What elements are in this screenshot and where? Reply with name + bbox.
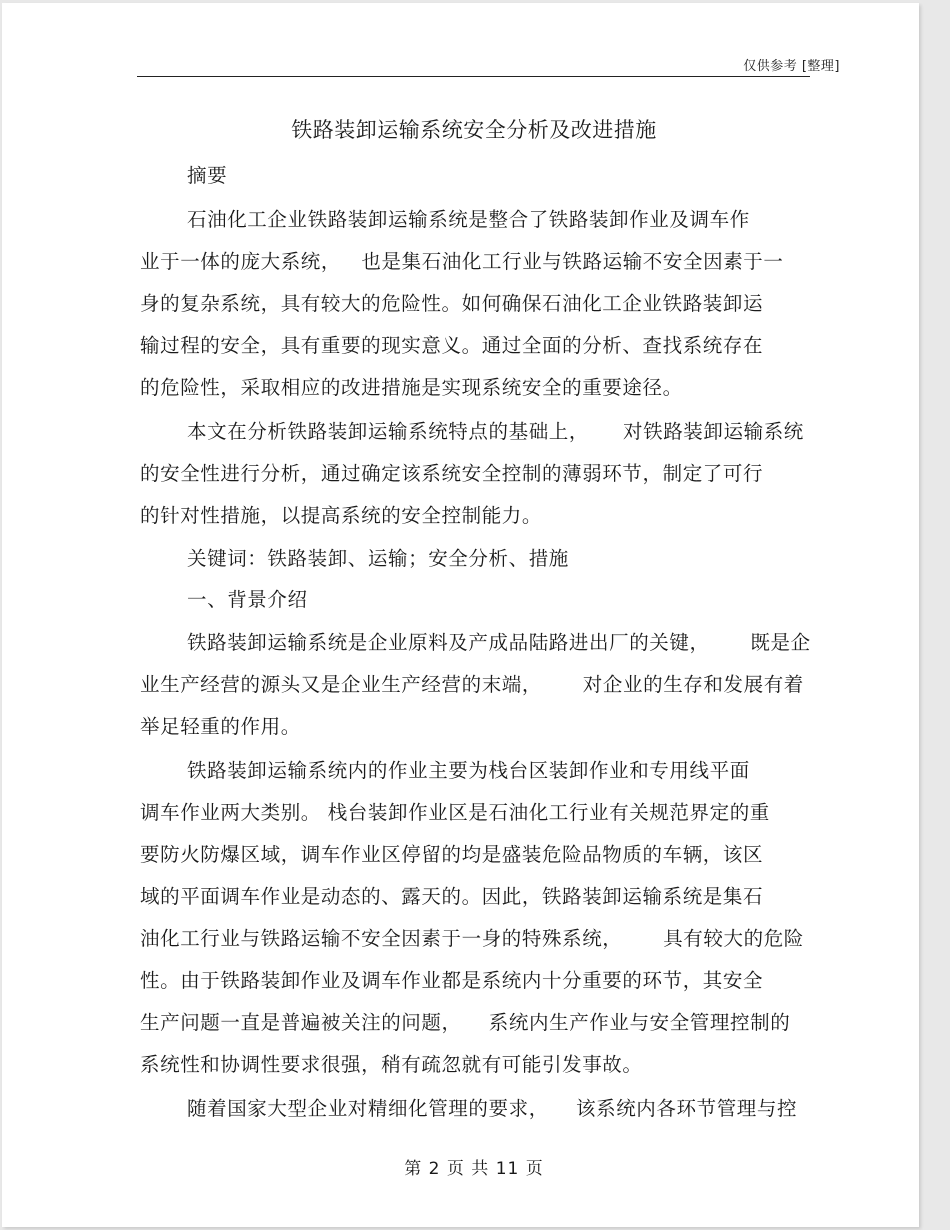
header-divider	[137, 76, 810, 77]
paragraph-line: 要防火防爆区域，调车作业区停留的均是盛装危险品物质的车辆，该区	[140, 843, 764, 866]
document-page	[2, 3, 919, 1227]
document-title: 铁路装卸运输系统安全分析及改进措施	[291, 118, 657, 142]
paragraph-line: 业于一体的庞大系统， 也是集石油化工行业与铁路运输不安全因素于一	[140, 250, 784, 273]
paragraph-line: 系统性和协调性要求很强，稍有疏忽就有可能引发事故。	[140, 1053, 643, 1076]
paragraph-line: 的危险性，采取相应的改进措施是实现系统安全的重要途径。	[140, 376, 683, 399]
paragraph-line: 随着国家大型企业对精细化管理的要求， 该系统内各环节管理与控	[187, 1097, 798, 1120]
section-heading: 一、背景介绍	[187, 588, 308, 611]
paragraph-line: 调车作业两大类别。 栈台装卸作业区是石油化工行业有关规范界定的重	[140, 801, 770, 824]
paragraph-line: 输过程的安全，具有重要的现实意义。通过全面的分析、查找系统存在	[140, 334, 764, 357]
paragraph-line: 的针对性措施，以提高系统的安全控制能力。	[140, 504, 543, 527]
paragraph-line: 业生产经营的源头又是企业生产经营的末端， 对企业的生存和发展有着	[140, 673, 804, 696]
paragraph-line: 铁路装卸运输系统是企业原料及产成品陆路进出厂的关键， 既是企	[187, 631, 811, 654]
abstract-heading: 摘要	[187, 164, 228, 187]
paragraph-line: 的安全性进行分析，通过确定该系统安全控制的薄弱环节，制定了可行	[140, 462, 764, 485]
paragraph-line: 石油化工企业铁路装卸运输系统是整合了铁路装卸作业及调车作	[187, 208, 750, 231]
paragraph-line: 性。由于铁路装卸作业及调车作业都是系统内十分重要的环节，其安全	[140, 969, 764, 992]
page-number: 第 2 页 共 11 页	[404, 1159, 544, 1179]
paragraph-line: 身的复杂系统，具有较大的危险性。如何确保石油化工企业铁路装卸运	[140, 292, 764, 315]
paragraph-line: 生产问题一直是普遍被关注的问题， 系统内生产作业与安全管理控制的	[140, 1011, 791, 1034]
paragraph-line: 域的平面调车作业是动态的、露天的。因此，铁路装卸运输系统是集石	[140, 885, 764, 908]
header-note: 仅供参考 [整理]	[743, 59, 840, 74]
paragraph-line: 铁路装卸运输系统内的作业主要为栈台区装卸作业和专用线平面	[187, 759, 750, 782]
paragraph-line: 本文在分析铁路装卸运输系统特点的基础上， 对铁路装卸运输系统	[187, 420, 804, 443]
keywords-line: 关键词：铁路装卸、运输；安全分析、措施	[187, 547, 569, 570]
paragraph-line: 油化工行业与铁路运输不安全因素于一身的特殊系统， 具有较大的危险	[140, 927, 804, 950]
paragraph-line: 举足轻重的作用。	[140, 715, 301, 738]
